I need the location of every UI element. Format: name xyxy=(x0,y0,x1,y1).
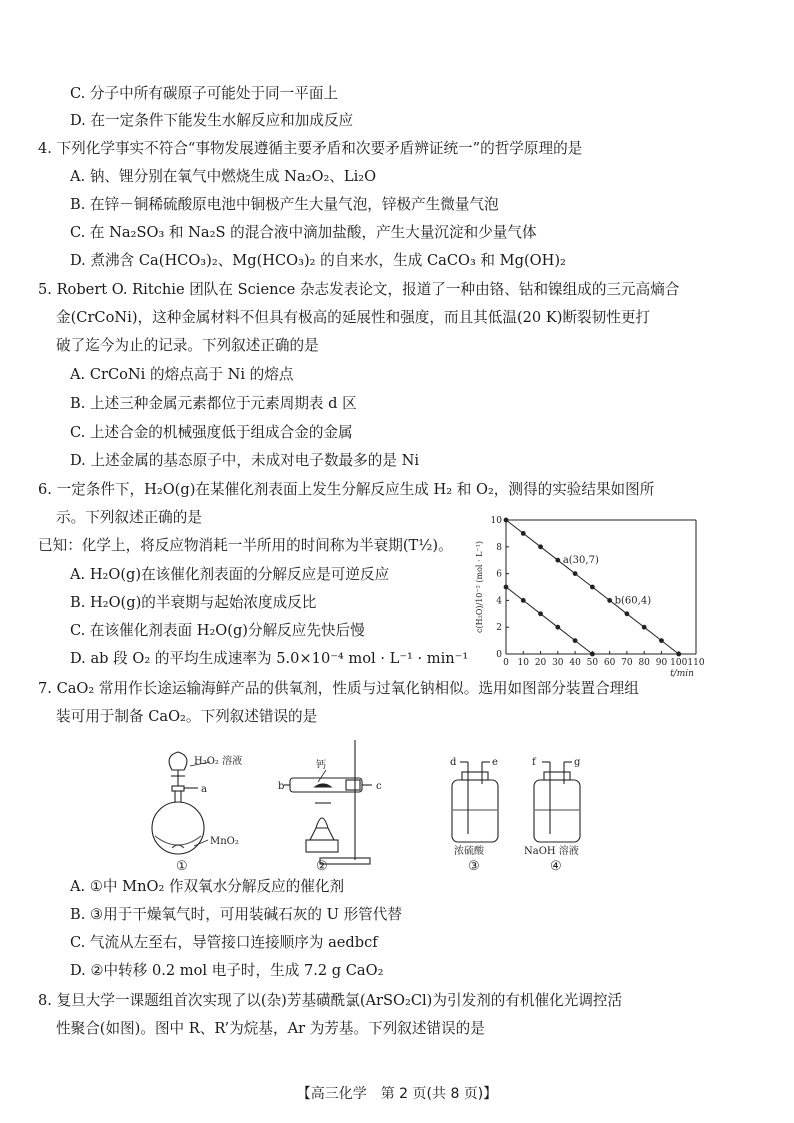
data-point xyxy=(521,531,526,536)
data-point xyxy=(504,585,509,590)
port-d-label: d xyxy=(450,757,457,768)
data-point xyxy=(538,611,543,616)
q7-option-a: A. ①中 MnO₂ 作双氧水分解反应的催化剂 xyxy=(70,878,345,895)
mno2-label: MnO₂ xyxy=(210,836,239,847)
data-point xyxy=(521,598,526,603)
y-tick-label: 0 xyxy=(496,650,502,660)
x-tick-label: 110 xyxy=(687,658,705,668)
q7-option-c: C. 气流从左至右，导管接口连接顺序为 aedbcf xyxy=(70,934,378,951)
q6-stem-line2: 示。下列叙述正确的是 xyxy=(56,509,202,526)
y-axis-label: c(H₂O)/10⁻² (mol · L⁻¹) xyxy=(475,541,484,633)
calcium-sample xyxy=(315,784,331,787)
chart-axes xyxy=(506,520,696,654)
apparatus-2-tube-furnace xyxy=(284,740,372,864)
data-point xyxy=(676,652,681,657)
q3-option-c: C. 分子中所有碳原子可能处于同一平面上 xyxy=(70,85,339,102)
x-tick-label: 100 xyxy=(670,658,688,668)
x-tick-label: 30 xyxy=(552,658,564,668)
y-tick-label: 2 xyxy=(496,623,502,634)
naoh-label: NaOH 溶液 xyxy=(524,846,579,857)
port-a-label: a xyxy=(201,784,207,795)
q6-stem-line1: 6. 一定条件下，H₂O(g)在某催化剂表面上发生分解反应生成 H₂ 和 O₂，测得的实验结果如图所 xyxy=(38,481,655,498)
h2o2-label: H₂O₂ 溶液 xyxy=(194,756,243,767)
q5-option-c: C. 上述合金的机械强度低于组成合金的金属 xyxy=(70,424,353,441)
y-tick-label: 8 xyxy=(496,542,502,553)
concentration-time-chart xyxy=(468,508,708,678)
q7-option-d: D. ②中转移 0.2 mol 电子时，生成 7.2 g CaO₂ xyxy=(70,962,384,979)
port-e-label: e xyxy=(492,757,498,768)
apparatus-4-number: ④ xyxy=(550,859,562,874)
data-point xyxy=(538,544,543,549)
x-tick-label: 50 xyxy=(586,658,599,668)
q4-option-c: C. 在 Na₂SO₃ 和 Na₂S 的混合液中滴加盐酸，产生大量沉淀和少量气体 xyxy=(70,224,537,241)
q4-option-a: A. 钠、锂分别在氧气中燃烧生成 Na₂O₂、Li₂O xyxy=(70,168,377,185)
x-tick-label: 0 xyxy=(503,658,509,668)
x-tick-label: 80 xyxy=(638,658,650,668)
lamp-flame xyxy=(316,818,328,828)
q5-stem-line3: 破了迄今为止的记录。下列叙述正确的是 xyxy=(56,337,319,354)
port-b-label: b xyxy=(278,781,285,792)
y-tick-label: 4 xyxy=(496,596,502,607)
q6-option-c: C. 在该催化剂表面 H₂O(g)分解反应先快后慢 xyxy=(70,622,365,639)
x-tick-label: 10 xyxy=(517,658,529,668)
calcium-label: 钙 xyxy=(316,760,326,771)
data-point xyxy=(625,611,630,616)
q7-stem-line1: 7. CaO₂ 常用作长途运输海鲜产品的供氧剂，性质与过氧化钠相似。选用如图部分装置合理组 xyxy=(38,680,639,697)
q6-option-d: D. ab 段 O₂ 的平均生成速率为 5.0×10⁻⁴ mol · L⁻¹ · min⁻¹ xyxy=(70,650,469,667)
x-tick-label: 40 xyxy=(569,658,581,668)
apparatus-2-number: ② xyxy=(316,859,328,874)
point-annotation: b(60,4) xyxy=(614,595,652,607)
data-point xyxy=(573,638,578,643)
apparatus-1-flask xyxy=(152,752,210,854)
q5-stem-line1: 5. Robert O. Ritchie 团队在 Science 杂志发表论文，报道了一种由铬、钴和镍组成的三元高熵合 xyxy=(38,281,680,298)
q3-option-d: D. 在一定条件下能发生水解反应和加成反应 xyxy=(70,112,354,129)
apparatus-3-number: ③ xyxy=(468,859,480,874)
x-tick-label: 90 xyxy=(655,658,668,668)
y-tick-label: 10 xyxy=(490,516,502,526)
q7-stem-line2: 装可用于制备 CaO₂。下列叙述错误的是 xyxy=(56,708,318,725)
x-axis-label: t/min xyxy=(670,669,694,678)
data-point xyxy=(642,625,647,630)
apparatus-diagram xyxy=(150,740,600,875)
q4-stem: 4. 下列化学事实不符合“事物发展遵循主要矛盾和次要矛盾辨证统一”的哲学原理的是 xyxy=(38,140,583,157)
mno2-solid xyxy=(172,845,184,848)
conc-h2so4-label: 浓硫酸 xyxy=(454,846,484,857)
port-f-label: f xyxy=(532,757,536,768)
data-point xyxy=(590,585,595,590)
q5-option-b: B. 上述三种金属元素都位于元素周期表 d 区 xyxy=(70,395,357,412)
q7-option-b: B. ③用于干燥氧气时，可用装碱石灰的 U 形管代替 xyxy=(70,906,402,923)
data-point xyxy=(659,638,664,643)
data-point xyxy=(504,518,509,523)
x-tick-label: 60 xyxy=(603,658,616,668)
separatory-funnel xyxy=(169,752,187,770)
y-tick-label: 6 xyxy=(496,569,502,580)
q8-stem-line2: 性聚合(如图)。图中 R、R’为烷基，Ar 为芳基。下列叙述错误的是 xyxy=(56,1020,485,1037)
q5-option-a: A. CrCoNi 的熔点高于 Ni 的熔点 xyxy=(70,366,294,383)
apparatus-1-number: ① xyxy=(176,859,188,874)
q5-option-d: D. 上述金属的基态原子中，未成对电子数最多的是 Ni xyxy=(70,452,420,469)
data-point xyxy=(590,652,595,657)
data-point xyxy=(573,571,578,576)
apparatus-4-wash-bottle xyxy=(534,762,580,842)
data-point xyxy=(607,598,612,603)
q6-option-a: A. H₂O(g)在该催化剂表面的分解反应是可逆反应 xyxy=(70,566,390,583)
data-point xyxy=(555,625,560,630)
q4-option-b: B. 在锌－铜稀硫酸原电池中铜极产生大量气泡，锌极产生微量气泡 xyxy=(70,196,499,213)
page-footer: 【高三化学 第 2 页(共 8 页)】 xyxy=(296,1086,498,1102)
q6-given: 已知：化学上，将反应物消耗一半所用的时间称为半衰期(T½)。 xyxy=(38,537,453,554)
data-point xyxy=(555,558,560,563)
q6-option-b: B. H₂O(g)的半衰期与起始浓度成反比 xyxy=(70,594,317,611)
q8-stem-line1: 8. 复旦大学一课题组首次实现了以(杂)芳基磺酰氯(ArSO₂Cl)为引发剂的有机催化光调控活 xyxy=(38,992,623,1009)
q5-stem-line2: 金(CrCoNi)，这种金属材料不但具有极高的延展性和强度，而且其低温(20 K)断裂韧性更打 xyxy=(56,309,651,326)
apparatus-3-wash-bottle xyxy=(452,762,498,842)
port-g-label: g xyxy=(574,757,581,768)
port-c-label: c xyxy=(376,781,382,792)
point-annotation: a(30,7) xyxy=(562,555,599,567)
x-tick-label: 20 xyxy=(534,658,547,668)
x-tick-label: 70 xyxy=(621,658,633,668)
series-line-2 xyxy=(506,587,592,654)
q4-option-d: D. 煮沸含 Ca(HCO₃)₂、Mg(HCO₃)₂ 的自来水，生成 CaCO₃ 和 Mg(OH)₂ xyxy=(70,252,566,269)
